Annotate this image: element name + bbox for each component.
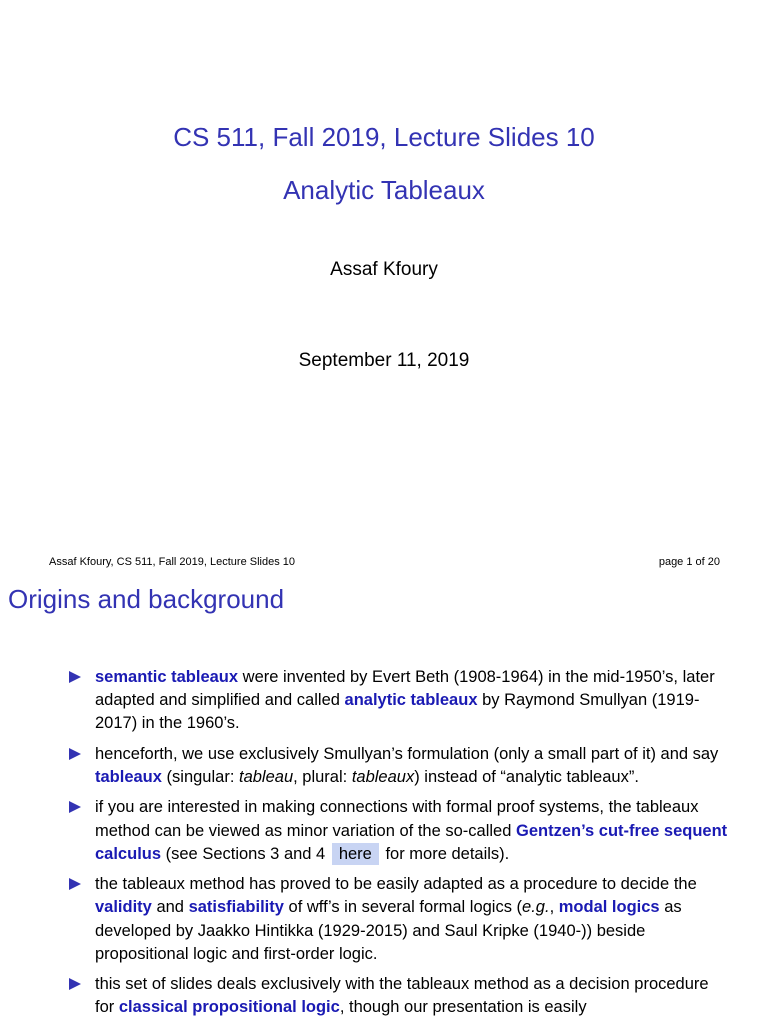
text: (singular: (161, 768, 239, 786)
text: the tableaux method has proved to be easily adapted as a procedure to decide the (95, 875, 697, 894)
list-item (0, 873, 768, 966)
term-tableaux: tableaux (95, 768, 162, 786)
text: ) instead of “analytic tableaux”. (414, 768, 639, 786)
italic-eg: e.g. (522, 898, 550, 917)
here-link[interactable]: here (332, 843, 379, 865)
text: by Raymond Smullyan (1919-2017) in the 1960’s. (95, 691, 700, 733)
text: , plural: (293, 768, 352, 786)
term-classical-propositional-logic: classical propositional logic (118, 998, 340, 1017)
triangle-bullet-icon (69, 801, 81, 813)
term-satisfiability: satisfiability (188, 898, 284, 917)
text: as developed by Jaakko Hintikka (1929-2015) and Saul Kripke (1940-)) beside propositional logic and first-order logic. (95, 898, 682, 963)
triangle-bullet-icon (69, 748, 81, 760)
triangle-bullet-icon (69, 671, 81, 683)
term-modal-logics: modal logics (558, 898, 660, 917)
text: henceforth, we use exclusively Smullyan’s formulation (only a small part of it) and say (95, 744, 719, 763)
text: , though our presentation is easily (339, 998, 587, 1017)
slide-subtitle: Analytic Tableaux (283, 175, 485, 205)
text: were invented by Evert Beth (1908-1964) in the mid-1950’s, later adapted and simplified and called (95, 668, 715, 710)
text: of wff’s in several formal logics ( (283, 898, 523, 917)
italic-tableau: tableau (238, 768, 294, 786)
term-semantic-tableaux: semantic tableaux (95, 668, 239, 686)
page-number: page 1 of 20 (658, 556, 720, 568)
term-gentzen-sequent-calculus: Gentzen’s cut-free sequent calculus (95, 821, 728, 863)
triangle-bullet-icon (69, 978, 81, 990)
text: (see Sections 3 and 4 (161, 844, 330, 863)
section-title: Origins and background (8, 584, 285, 614)
list-item (0, 796, 768, 866)
text: this set of slides deals exclusively with the tableaux method as a decision procedure for (95, 975, 709, 1017)
text: , (549, 898, 559, 917)
author: Assaf Kfoury (330, 259, 438, 280)
list-item (0, 973, 768, 1019)
text: and (151, 898, 189, 917)
term-validity: validity (95, 898, 152, 917)
list-item (0, 666, 768, 736)
triangle-bullet-icon (69, 878, 81, 890)
footer-left: Assaf Kfoury, CS 511, Fall 2019, Lecture Slides 10 (49, 556, 296, 568)
list-item (0, 743, 768, 789)
date: September 11, 2019 (298, 350, 470, 371)
italic-tableaux: tableaux (351, 768, 415, 786)
bullet-list (0, 666, 768, 1027)
text: for more details). (380, 844, 510, 863)
slide-title: CS 511, Fall 2019, Lecture Slides 10 (173, 122, 595, 152)
text: if you are interested in making connections with formal proof systems, the tableaux method can be viewed as minor variation of the so-called (95, 798, 699, 840)
term-analytic-tableaux: analytic tableaux (344, 691, 478, 710)
